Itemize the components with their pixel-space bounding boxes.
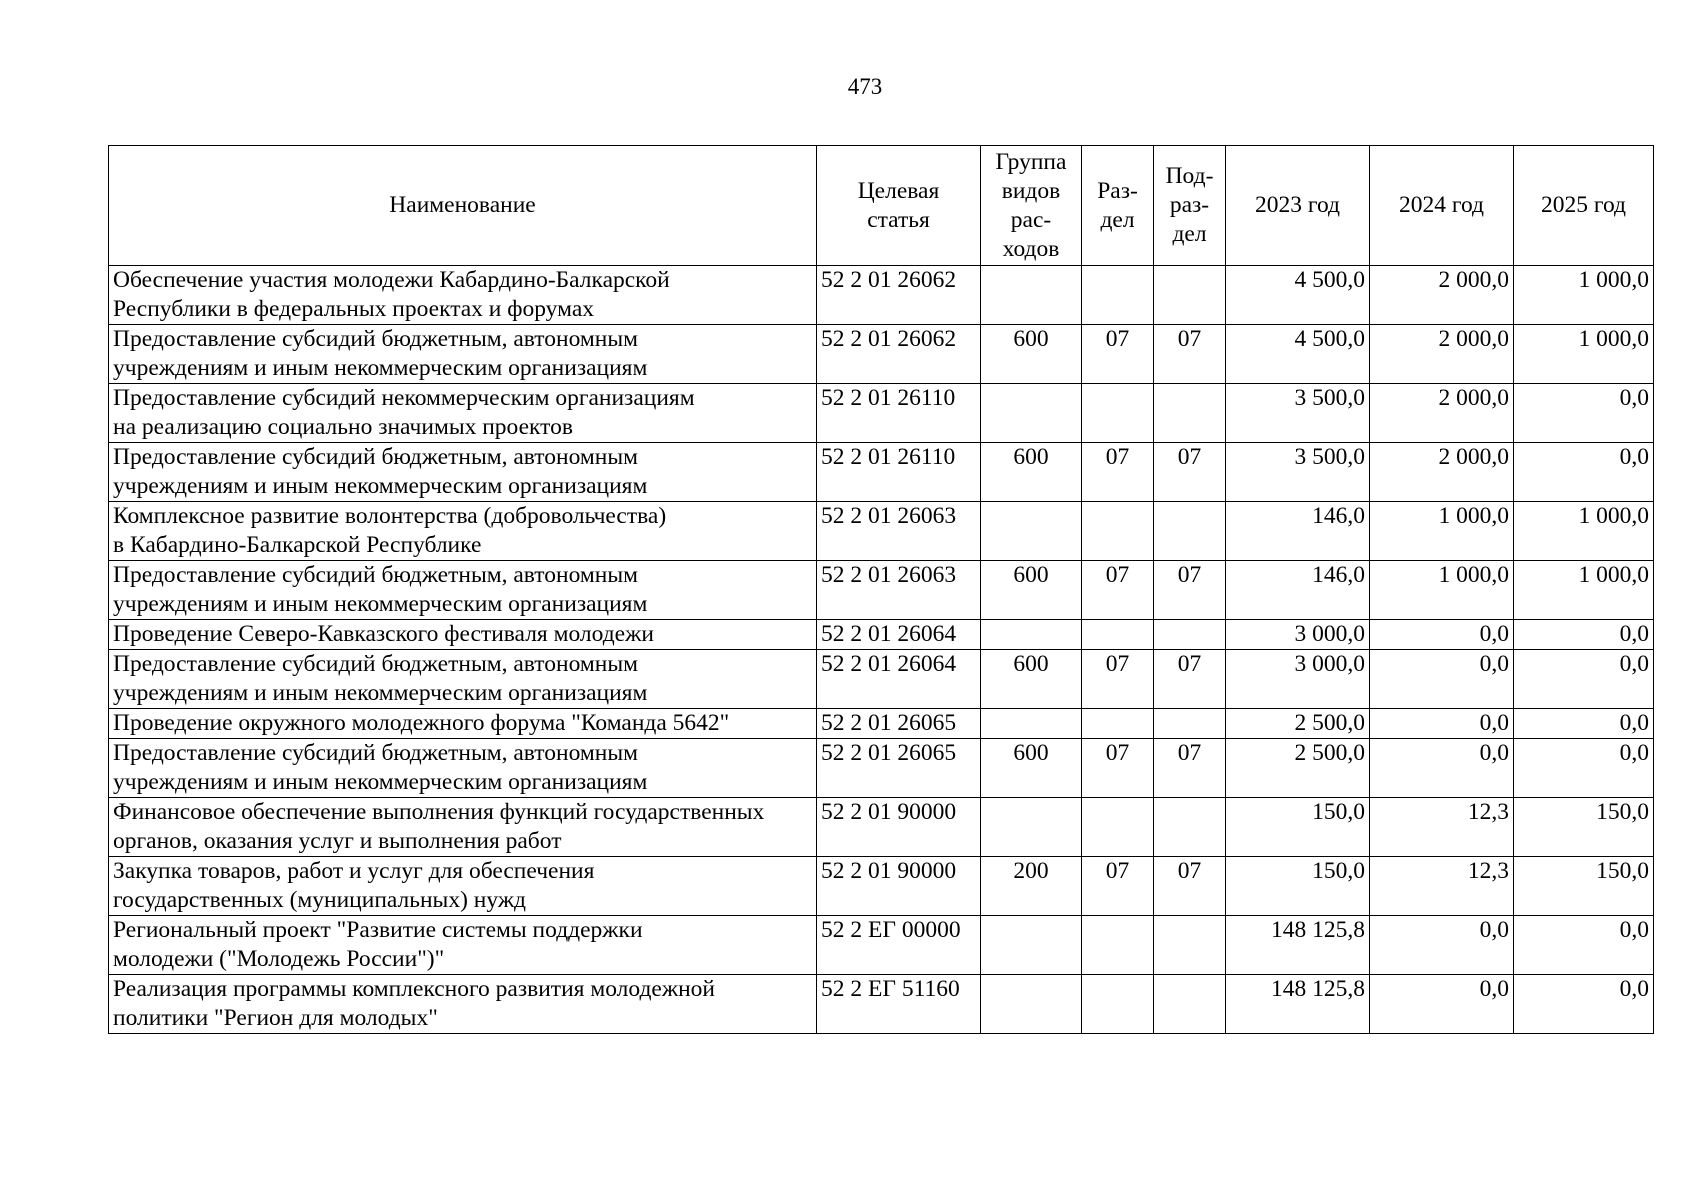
row-name: Предоставление субсидий бюджетным, автономным учреждениям и иным некоммерческим организациям bbox=[109, 325, 817, 384]
row-value-2024: 0,0 bbox=[1370, 739, 1514, 798]
table-row bbox=[109, 916, 1654, 975]
row-name: Закупка товаров, работ и услуг для обеспечения государственных (муниципальных) нужд bbox=[109, 857, 817, 916]
row-value-2024: 0,0 bbox=[1370, 975, 1514, 1034]
row-target-article: 52 2 01 26065 bbox=[817, 739, 981, 798]
table-row bbox=[109, 739, 1654, 798]
row-target-article: 52 2 01 26062 bbox=[817, 325, 981, 384]
row-section: 07 bbox=[1082, 857, 1154, 916]
row-subsection bbox=[1154, 620, 1226, 650]
row-value-2023: 4 500,0 bbox=[1226, 325, 1370, 384]
row-value-2023: 3 000,0 bbox=[1226, 620, 1370, 650]
header-section: Раз- дел bbox=[1082, 146, 1154, 266]
row-target-article: 52 2 01 26110 bbox=[817, 443, 981, 502]
row-value-2023: 4 500,0 bbox=[1226, 266, 1370, 325]
row-target-article: 52 2 01 26064 bbox=[817, 650, 981, 709]
row-subsection bbox=[1154, 975, 1226, 1034]
row-target-article: 52 2 ЕГ 00000 bbox=[817, 916, 981, 975]
row-subsection bbox=[1154, 709, 1226, 739]
row-expense-group: 600 bbox=[981, 739, 1082, 798]
row-section: 07 bbox=[1082, 325, 1154, 384]
row-value-2024: 12,3 bbox=[1370, 798, 1514, 857]
row-value-2023: 150,0 bbox=[1226, 857, 1370, 916]
row-value-2025: 0,0 bbox=[1514, 443, 1654, 502]
row-value-2025: 1 000,0 bbox=[1514, 266, 1654, 325]
row-target-article: 52 2 01 26063 bbox=[817, 502, 981, 561]
row-expense-group: 600 bbox=[981, 561, 1082, 620]
row-name: Проведение окружного молодежного форума "Команда 5642" bbox=[109, 709, 817, 739]
table-row bbox=[109, 857, 1654, 916]
row-expense-group bbox=[981, 384, 1082, 443]
row-target-article: 52 2 01 26064 bbox=[817, 620, 981, 650]
page-number: 473 bbox=[847, 74, 883, 99]
row-expense-group bbox=[981, 798, 1082, 857]
budget-table bbox=[108, 145, 1654, 1034]
row-value-2025: 150,0 bbox=[1514, 857, 1654, 916]
row-value-2024: 2 000,0 bbox=[1370, 266, 1514, 325]
row-subsection: 07 bbox=[1154, 325, 1226, 384]
row-value-2023: 3 000,0 bbox=[1226, 650, 1370, 709]
row-subsection: 07 bbox=[1154, 650, 1226, 709]
row-section: 07 bbox=[1082, 739, 1154, 798]
row-expense-group bbox=[981, 620, 1082, 650]
row-expense-group: 600 bbox=[981, 325, 1082, 384]
row-subsection: 07 bbox=[1154, 739, 1226, 798]
row-expense-group: 600 bbox=[981, 443, 1082, 502]
row-value-2023: 3 500,0 bbox=[1226, 443, 1370, 502]
header-2023: 2023 год bbox=[1226, 146, 1370, 266]
row-value-2025: 0,0 bbox=[1514, 650, 1654, 709]
row-value-2025: 0,0 bbox=[1514, 620, 1654, 650]
header-target-article: Целевая статья bbox=[817, 146, 981, 266]
row-expense-group bbox=[981, 709, 1082, 739]
row-section bbox=[1082, 384, 1154, 443]
row-subsection bbox=[1154, 384, 1226, 443]
row-section: 07 bbox=[1082, 650, 1154, 709]
row-value-2025: 1 000,0 bbox=[1514, 561, 1654, 620]
row-value-2025: 0,0 bbox=[1514, 975, 1654, 1034]
row-value-2025: 0,0 bbox=[1514, 916, 1654, 975]
row-value-2023: 146,0 bbox=[1226, 561, 1370, 620]
header-row bbox=[109, 146, 1654, 266]
row-name: Региональный проект "Развитие системы поддержки молодежи ("Молодежь России")" bbox=[109, 916, 817, 975]
row-value-2024: 2 000,0 bbox=[1370, 384, 1514, 443]
header-2025: 2025 год bbox=[1514, 146, 1654, 266]
table-row bbox=[109, 443, 1654, 502]
row-expense-group bbox=[981, 975, 1082, 1034]
row-subsection bbox=[1154, 798, 1226, 857]
row-section: 07 bbox=[1082, 561, 1154, 620]
row-name: Обеспечение участия молодежи Кабардино-Балкарской Республики в федеральных проектах и форумах bbox=[109, 266, 817, 325]
row-subsection: 07 bbox=[1154, 857, 1226, 916]
row-name: Финансовое обеспечение выполнения функций государственных органов, оказания услуг и выполнения работ bbox=[109, 798, 817, 857]
row-section bbox=[1082, 709, 1154, 739]
table-row bbox=[109, 266, 1654, 325]
header-2024: 2024 год bbox=[1370, 146, 1514, 266]
row-name: Реализация программы комплексного развития молодежной политики "Регион для молодых" bbox=[109, 975, 817, 1034]
table-row bbox=[109, 709, 1654, 739]
row-target-article: 52 2 01 90000 bbox=[817, 798, 981, 857]
row-value-2023: 2 500,0 bbox=[1226, 739, 1370, 798]
row-section bbox=[1082, 620, 1154, 650]
row-expense-group: 200 bbox=[981, 857, 1082, 916]
row-section bbox=[1082, 502, 1154, 561]
row-value-2024: 2 000,0 bbox=[1370, 325, 1514, 384]
row-value-2024: 0,0 bbox=[1370, 916, 1514, 975]
row-subsection bbox=[1154, 502, 1226, 561]
row-target-article: 52 2 ЕГ 51160 bbox=[817, 975, 981, 1034]
row-value-2024: 0,0 bbox=[1370, 620, 1514, 650]
row-subsection: 07 bbox=[1154, 443, 1226, 502]
row-expense-group bbox=[981, 266, 1082, 325]
row-target-article: 52 2 01 26065 bbox=[817, 709, 981, 739]
row-value-2024: 1 000,0 bbox=[1370, 561, 1514, 620]
row-target-article: 52 2 01 90000 bbox=[817, 857, 981, 916]
row-name: Предоставление субсидий бюджетным, автономным учреждениям и иным некоммерческим организациям bbox=[109, 650, 817, 709]
table-row bbox=[109, 975, 1654, 1034]
row-value-2025: 1 000,0 bbox=[1514, 325, 1654, 384]
table-row bbox=[109, 798, 1654, 857]
row-name: Проведение Северо-Кавказского фестиваля молодежи bbox=[109, 620, 817, 650]
row-subsection bbox=[1154, 916, 1226, 975]
row-target-article: 52 2 01 26063 bbox=[817, 561, 981, 620]
table-row bbox=[109, 384, 1654, 443]
row-value-2025: 150,0 bbox=[1514, 798, 1654, 857]
table-row bbox=[109, 325, 1654, 384]
row-value-2024: 2 000,0 bbox=[1370, 443, 1514, 502]
row-expense-group: 600 bbox=[981, 650, 1082, 709]
row-value-2023: 148 125,8 bbox=[1226, 975, 1370, 1034]
row-value-2025: 0,0 bbox=[1514, 739, 1654, 798]
row-value-2023: 148 125,8 bbox=[1226, 916, 1370, 975]
table-row bbox=[109, 502, 1654, 561]
row-section bbox=[1082, 916, 1154, 975]
header-expense-group: Группа видов рас- ходов bbox=[981, 146, 1082, 266]
row-name: Комплексное развитие волонтерства (добровольчества) в Кабардино-Балкарской Республике bbox=[109, 502, 817, 561]
row-value-2023: 150,0 bbox=[1226, 798, 1370, 857]
row-section bbox=[1082, 266, 1154, 325]
row-subsection: 07 bbox=[1154, 561, 1226, 620]
row-name: Предоставление субсидий бюджетным, автономным учреждениям и иным некоммерческим организациям bbox=[109, 561, 817, 620]
row-section: 07 bbox=[1082, 443, 1154, 502]
row-value-2024: 0,0 bbox=[1370, 709, 1514, 739]
row-value-2023: 146,0 bbox=[1226, 502, 1370, 561]
row-expense-group bbox=[981, 502, 1082, 561]
header-name: Наименование bbox=[109, 146, 817, 266]
table-row bbox=[109, 561, 1654, 620]
row-section bbox=[1082, 975, 1154, 1034]
row-value-2025: 0,0 bbox=[1514, 709, 1654, 739]
table-row bbox=[109, 650, 1654, 709]
row-subsection bbox=[1154, 266, 1226, 325]
row-value-2025: 0,0 bbox=[1514, 384, 1654, 443]
row-name: Предоставление субсидий некоммерческим организациям на реализацию социально значимых проектов bbox=[109, 384, 817, 443]
row-value-2024: 12,3 bbox=[1370, 857, 1514, 916]
row-value-2024: 0,0 bbox=[1370, 650, 1514, 709]
row-value-2025: 1 000,0 bbox=[1514, 502, 1654, 561]
row-expense-group bbox=[981, 916, 1082, 975]
header-subsection: Под- раз- дел bbox=[1154, 146, 1226, 266]
row-target-article: 52 2 01 26110 bbox=[817, 384, 981, 443]
table-row bbox=[109, 620, 1654, 650]
row-value-2023: 2 500,0 bbox=[1226, 709, 1370, 739]
row-name: Предоставление субсидий бюджетным, автономным учреждениям и иным некоммерческим организациям bbox=[109, 739, 817, 798]
row-value-2023: 3 500,0 bbox=[1226, 384, 1370, 443]
row-value-2024: 1 000,0 bbox=[1370, 502, 1514, 561]
row-name: Предоставление субсидий бюджетным, автономным учреждениям и иным некоммерческим организациям bbox=[109, 443, 817, 502]
row-section bbox=[1082, 798, 1154, 857]
row-target-article: 52 2 01 26062 bbox=[817, 266, 981, 325]
